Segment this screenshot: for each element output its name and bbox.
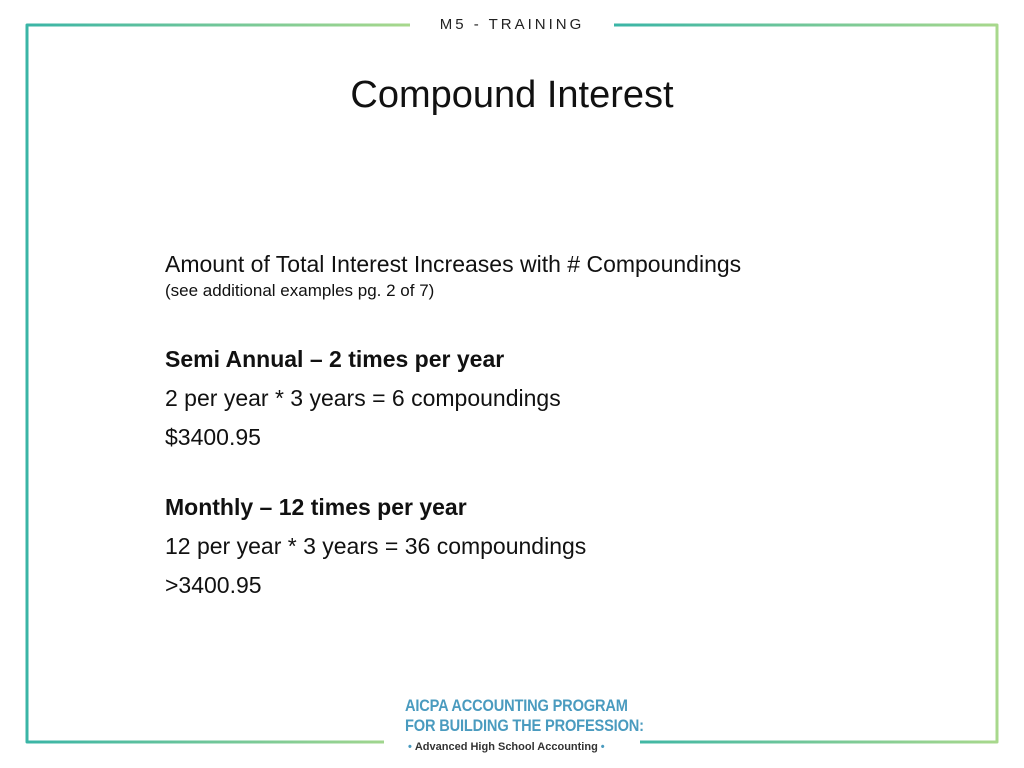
slide-content bbox=[165, 250, 885, 600]
semi-annual-heading: Semi Annual – 2 times per year bbox=[165, 346, 505, 372]
page-title: Compound Interest bbox=[350, 74, 674, 116]
header-label: M5 - TRAINING bbox=[439, 16, 585, 33]
monthly-calculation: 12 per year * 3 years = 36 compoundings bbox=[165, 533, 587, 559]
monthly-amount: >3400.95 bbox=[165, 572, 262, 598]
semi-annual-section bbox=[165, 344, 885, 452]
monthly-section bbox=[165, 492, 885, 600]
logo-subtitle bbox=[405, 739, 635, 755]
logo-subtitle-text: Advanced High School Accounting bbox=[414, 741, 598, 753]
logo-line-2: FOR BUILDING THE PROFESSION: bbox=[405, 716, 644, 735]
bullet-icon: • bbox=[600, 741, 605, 753]
aicpa-logo bbox=[405, 696, 644, 755]
bullet-icon: • bbox=[408, 741, 412, 753]
monthly-heading: Monthly – 12 times per year bbox=[165, 494, 467, 520]
logo-line-1: AICPA ACCOUNTING PROGRAM bbox=[405, 696, 628, 715]
semi-annual-calculation: 2 per year * 3 years = 6 compoundings bbox=[165, 385, 561, 411]
intro-note: (see additional examples pg. 2 of 7) bbox=[165, 281, 435, 300]
intro-lead: Amount of Total Interest Increases with # Compoundings bbox=[165, 251, 742, 277]
semi-annual-amount: $3400.95 bbox=[165, 424, 261, 450]
